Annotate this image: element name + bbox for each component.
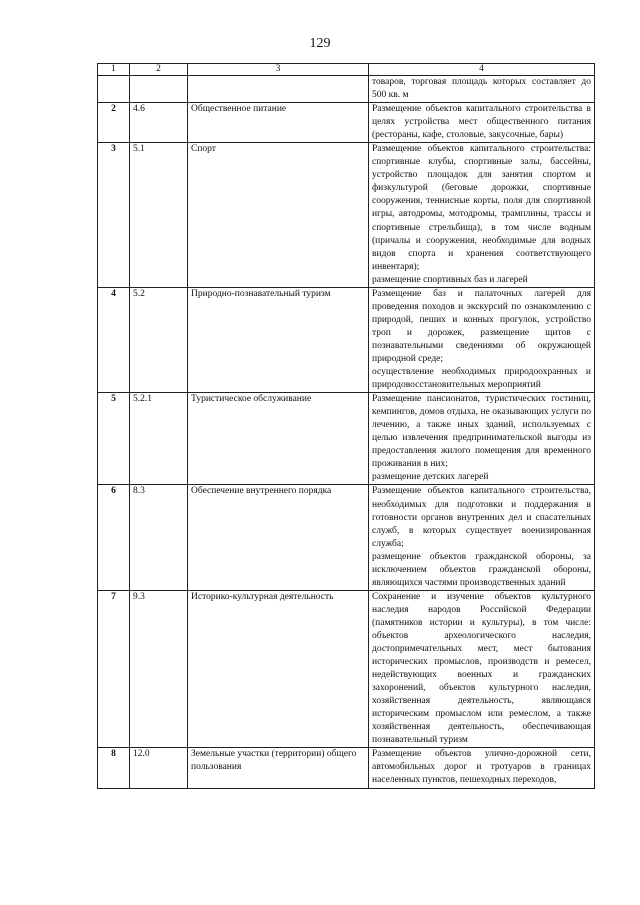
row-number: 7: [98, 590, 130, 748]
description-paragraph: осуществление необходимых природоохранных и природовосстановительных мероприятий: [372, 367, 591, 391]
row-number: 4: [98, 287, 130, 392]
description-paragraph: Размещение объектов капитального строительства: спортивные клубы, спортивные залы, бассейны, устройство площадок для занятия спортом и физкультурой (беговые дорожки, спортивные сооружения, теннисные корты, поля для спортивной игры, автодромы, мотодромы, трамплины, трассы и спортивные стрельбища), в том числе водным (причалы и сооружения, необходимые для водных видов спорта и хранения соответствующего инвентаря);: [372, 144, 591, 272]
land-use-table: [97, 63, 595, 789]
land-use-code: 8.3: [130, 485, 188, 590]
land-use-description: Сохранение и изучение объектов культурного наследия народов Российской Федерации (памятников истории и культуры), в том числе: объектов археологического наследия, достопримечательных мест, мест бытования исторических промыслов, производств и ремесел, недействующих военных и гражданских захоронений, объектов культурного наследия, хозяйственная деятельность, являющаяся историческим промыслом или ремеслом, а также хозяйственная деятельность, обеспечивающая познавательный туризм: [369, 590, 595, 748]
land-use-code: 4.6: [130, 103, 188, 143]
table-row: [98, 590, 595, 748]
land-use-name: Общественное питание: [188, 103, 369, 143]
table-row: [98, 485, 595, 590]
land-use-description: [369, 485, 595, 590]
land-use-name: Историко-культурная деятельность: [188, 590, 369, 748]
description-paragraph: размещение объектов гражданской обороны, за исключением объектов гражданской обороны, являющихся частями производственных зданий: [372, 551, 591, 588]
table-row: [98, 287, 595, 392]
row-number: 2: [98, 103, 130, 143]
continuation-text: товаров, торговая площадь которых составляет до 500 кв. м: [369, 76, 595, 103]
land-use-name: Обеспечение внутреннего порядка: [188, 485, 369, 590]
land-use-name: Спорт: [188, 143, 369, 288]
land-use-code: 5.2.1: [130, 393, 188, 485]
table-row: [98, 393, 595, 485]
table-row: [98, 143, 595, 288]
land-use-name: Земельные участки (территории) общего пользования: [188, 748, 369, 788]
description-paragraph: размещение детских лагерей: [372, 472, 489, 483]
land-use-description: Размещение объектов улично-дорожной сети, автомобильных дорог и тротуаров в границах населенных пунктов, пешеходных переходов,: [369, 748, 595, 788]
land-use-name: Туристическое обслуживание: [188, 393, 369, 485]
table-row: [98, 103, 595, 143]
land-use-name: Природно-познавательный туризм: [188, 287, 369, 392]
column-header: 2: [130, 64, 188, 76]
land-use-description: [369, 287, 595, 392]
land-use-description: [369, 143, 595, 288]
column-header: 4: [369, 64, 595, 76]
land-use-description: Размещение объектов капитального строительства в целях устройства мест общественного питания (рестораны, кафе, столовые, закусочные, бары): [369, 103, 595, 143]
description-paragraph: Размещение баз и палаточных лагерей для проведения походов и экскурсий по ознакомлению с природой, пеших и конных прогулок, устройство троп и дорожек, размещение щитов с познавательными сведениями об окружающей природной среде;: [372, 288, 591, 364]
description-paragraph: Размещение пансионатов, туристических гостиниц, кемпингов, домов отдыха, не оказывающих услуги по лечению, а также иных зданий, используемых с целью извлечения предпринимательской выгоды из предоставления жилого помещения для временного проживания в них;: [372, 394, 591, 470]
land-use-code: 12.0: [130, 748, 188, 788]
description-paragraph: Размещение объектов капитального строительства, необходимых для подготовки и поддержания в готовности органов внутренних дел и спасательных служб, в которых существует военизированная служба;: [372, 486, 591, 549]
row-number: 8: [98, 748, 130, 788]
land-use-code: 9.3: [130, 590, 188, 748]
table-header-row: [98, 64, 595, 76]
row-number: 3: [98, 143, 130, 288]
column-header: 3: [188, 64, 369, 76]
page-number: 129: [309, 36, 331, 51]
table-row: [98, 76, 595, 103]
land-use-code: 5.1: [130, 143, 188, 288]
row-number: 5: [98, 393, 130, 485]
land-use-code: 5.2: [130, 287, 188, 392]
land-use-description: [369, 393, 595, 485]
column-header: 1: [98, 64, 130, 76]
description-paragraph: размещение спортивных баз и лагерей: [372, 274, 528, 285]
table-row: [98, 748, 595, 788]
row-number: 6: [98, 485, 130, 590]
